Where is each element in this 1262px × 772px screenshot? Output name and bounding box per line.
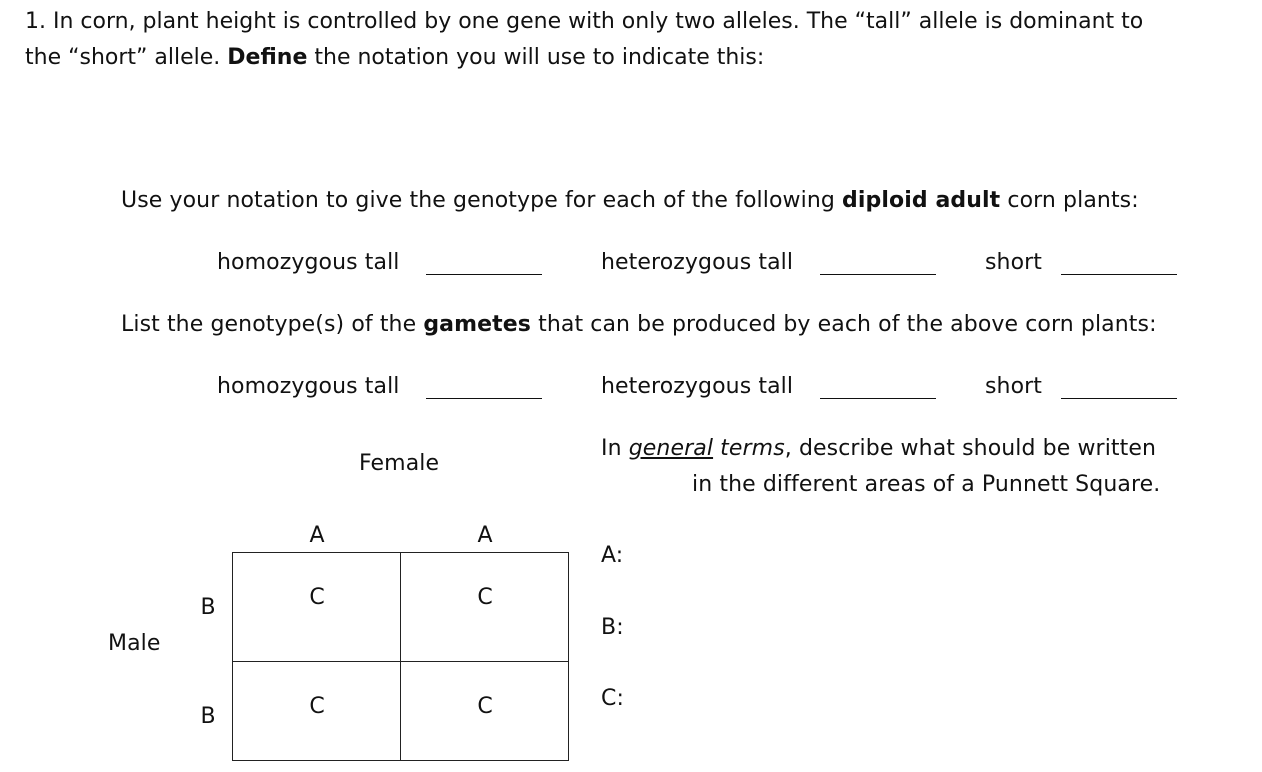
gamete-homozygous-tall-blank[interactable]: [426, 398, 542, 399]
describe-line-2: in the different areas of a Punnett Square.: [692, 472, 1161, 497]
genotype-prompt-pre: Use your notation to give the genotype for each of the following: [121, 188, 843, 213]
question-text: [25, 4, 1250, 76]
punnett-cell-letter: C: [477, 694, 493, 719]
gamete-homozygous-tall-label: homozygous tall: [217, 374, 400, 399]
area-b-label: B:: [601, 615, 624, 640]
punnett-square: [232, 552, 569, 761]
genotype-heterozygous-tall-blank[interactable]: [820, 274, 936, 275]
gamete-heterozygous-tall-label: heterozygous tall: [601, 374, 794, 399]
punnett-top-letter: A: [477, 523, 493, 548]
genotype-short-label: short: [985, 250, 1043, 275]
gamete-prompt: [121, 307, 1157, 343]
punnett-top-letter: A: [309, 523, 325, 548]
describe-line-1: [601, 431, 1156, 467]
genotype-prompt-post: corn plants:: [1000, 188, 1139, 213]
describe-rest: , describe what should be written: [784, 436, 1157, 461]
question-line-2: [25, 40, 1250, 76]
question-line-2-pre: the “short” allele.: [25, 45, 228, 70]
genotype-homozygous-tall-blank[interactable]: [426, 274, 542, 275]
punnett-divider-horizontal: [233, 661, 568, 662]
general-word: general: [628, 436, 714, 461]
question-line-1: 1. In corn, plant height is controlled by one gene with only two alleles. The “tall” allele is dominant to: [25, 9, 1144, 34]
punnett-cell-letter: C: [309, 694, 325, 719]
area-c-label: C:: [601, 686, 624, 711]
male-label: Male: [108, 631, 161, 656]
gamete-heterozygous-tall-blank[interactable]: [820, 398, 936, 399]
punnett-side-letter: B: [200, 704, 216, 729]
describe-in: In: [601, 436, 629, 461]
female-label: Female: [359, 451, 440, 476]
gamete-short-label: short: [985, 374, 1043, 399]
punnett-divider-vertical: [400, 553, 401, 760]
gamete-prompt-pre: List the genotype(s) of the: [121, 312, 424, 337]
gamete-prompt-post: that can be produced by each of the above corn plants:: [531, 312, 1157, 337]
gametes-keyword: gametes: [423, 312, 531, 337]
genotype-prompt: [121, 183, 1139, 219]
terms-word: terms: [713, 436, 785, 461]
question-line-2-post: the notation you will use to indicate this:: [307, 45, 765, 70]
punnett-cell-letter: C: [477, 585, 493, 610]
genotype-heterozygous-tall-label: heterozygous tall: [601, 250, 794, 275]
punnett-cell-letter: C: [309, 585, 325, 610]
genotype-homozygous-tall-label: homozygous tall: [217, 250, 400, 275]
genotype-short-blank[interactable]: [1061, 274, 1177, 275]
area-a-label: A:: [601, 543, 624, 568]
diploid-adult-keyword: diploid adult: [842, 188, 1001, 213]
define-keyword: Define: [227, 45, 308, 70]
punnett-side-letter: B: [200, 595, 216, 620]
gamete-short-blank[interactable]: [1061, 398, 1177, 399]
